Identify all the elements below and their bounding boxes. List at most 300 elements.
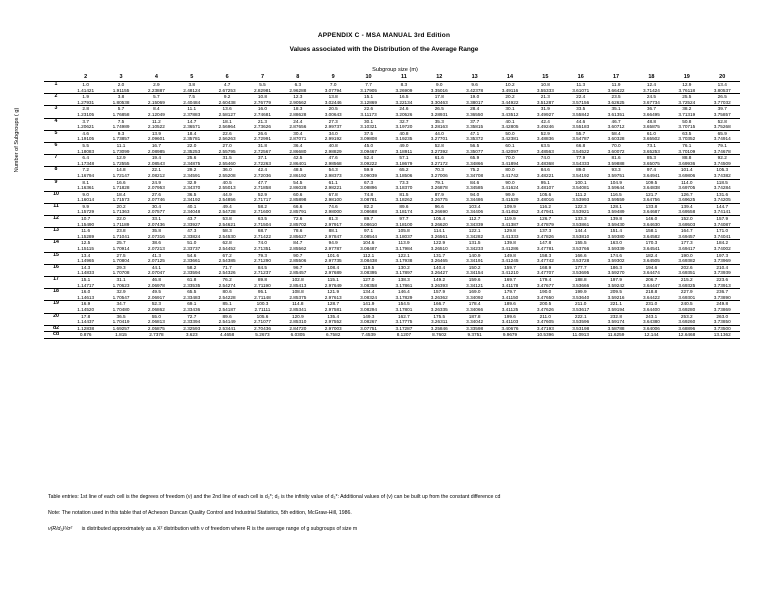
table-cell: 3.58788 (598, 325, 633, 332)
table-cell: 3.22134 (386, 100, 421, 106)
table-cell: 3.73890 (704, 295, 740, 301)
table-cell: 3.08267 (351, 319, 386, 325)
table-cell: 174.6 (610, 252, 622, 258)
row-label: 11 (53, 203, 59, 209)
row-label: 3 (54, 105, 58, 112)
table-cell: 171.0 (716, 228, 729, 234)
table-cell: 3.65075 (634, 161, 669, 167)
table-cell: 2.10522 (139, 124, 174, 130)
table-cell: 2.60438 (209, 100, 244, 106)
row-label: 14 (53, 239, 59, 246)
table-cell: 25.6 (187, 155, 197, 161)
range-distribution-table (44, 73, 740, 339)
table-cell: 2.58127 (209, 112, 244, 118)
table-cell: 36.5 (116, 313, 126, 319)
table-cell: 194.6 (645, 264, 658, 270)
row-label: 13 (53, 227, 59, 234)
table-cell: 3.34339 (457, 222, 492, 228)
table-cell: 158.3 (539, 252, 552, 258)
table-cell: 49.0 (399, 142, 409, 148)
table-cell: 11.1 (187, 106, 197, 112)
table-cell: 12.5 (81, 240, 91, 246)
table-cell: 3.69457 (669, 234, 704, 240)
table-cell: 6.7582 (316, 332, 351, 339)
table-cell: 3.70715 (669, 124, 704, 130)
header-subgroup-6: 6 (209, 73, 244, 82)
table-cell: 10.8 (540, 82, 550, 87)
table-cell: 71.7 (222, 264, 232, 270)
table-cell: 3.8 (117, 94, 125, 100)
table-cell: 2.71504 (245, 222, 280, 228)
table-cell: 3.10321 (351, 124, 386, 130)
table-cell: 101.4 (680, 167, 693, 173)
table-cell: 3.42097 (492, 149, 527, 155)
table-cell: 162.7 (398, 313, 410, 319)
table-cell: 1.18083 (68, 149, 103, 155)
table-cell: 2.55208 (209, 173, 244, 179)
table-cell: 131.5 (468, 240, 481, 246)
table-cell: 93.3 (611, 167, 621, 173)
table-cell: 2.74681 (245, 112, 280, 118)
table-cell: 3.27006 (422, 173, 457, 179)
table-cell: 1.70804 (103, 258, 138, 264)
table-cell: 3.26620 (422, 222, 457, 228)
table-cell: 3.49246 (528, 124, 563, 130)
table-cell: 12.144 (634, 332, 669, 339)
row-label: 12 (53, 215, 59, 222)
table-cell: 3.09039 (351, 173, 386, 179)
table-cell: 8.1207 (386, 332, 421, 339)
table-cell: 3.34585 (457, 185, 492, 191)
table-cell: 2.54452 (209, 246, 244, 252)
table-cell: 3.08358 (351, 283, 386, 289)
table-cell: 70.0 (505, 155, 515, 161)
table-cell: 1.73857 (103, 136, 138, 142)
table-cell: 150.2 (468, 264, 481, 270)
table-cell: 231.0 (645, 301, 658, 307)
table-cell: 104.6 (362, 240, 375, 246)
table-cell: 2.8 (82, 106, 89, 112)
table-cell: 3.47677 (528, 283, 563, 289)
table-cell: 3.17775 (386, 319, 421, 325)
table-cell: 3.70352 (669, 136, 704, 142)
table-cell: 2.07436 (139, 222, 174, 228)
table-cell: 4.4658 (209, 332, 244, 339)
table-cell: 2.33483 (174, 295, 209, 301)
table-cell: 1.15115 (68, 246, 103, 252)
table-cell: 11.6259 (598, 332, 633, 339)
table-cell: 102.8 (291, 277, 304, 282)
table-row (44, 332, 740, 339)
table-cell: 36.0 (222, 167, 232, 173)
table-cell: 60.1 (505, 142, 515, 148)
table-cell: 5.5 (259, 82, 266, 87)
table-cell: 40.8 (328, 142, 338, 148)
table-cell: 232.8 (610, 313, 622, 319)
table-cell: 20.2 (116, 203, 126, 209)
row-label: 15 (53, 252, 59, 258)
header-subgroup-13: 13 (457, 73, 492, 82)
table-cell: 3.34042 (457, 319, 492, 325)
table-cell: 44.0 (434, 130, 444, 136)
table-cell: 3.41624 (492, 185, 527, 191)
table-cell: 7.5 (117, 118, 125, 124)
table-cell: 3.47650 (528, 295, 563, 301)
table-cell: 3.74382 (704, 173, 740, 179)
table-cell: 5.7 (153, 94, 160, 100)
table-cell: 57.1 (399, 155, 409, 161)
table-cell: 3.08544 (351, 234, 386, 240)
table-cell: 80.0 (505, 167, 515, 173)
table-cell: 1.14717 (68, 283, 103, 289)
table-cell: 35.8 (151, 228, 161, 234)
table-cell: 2.54149 (209, 319, 244, 325)
table-cell: 3.69705 (669, 185, 704, 191)
table-cell: 37.7 (470, 118, 480, 124)
table-cell: 2.36571 (174, 124, 209, 130)
table-cell: 6.4 (82, 155, 89, 161)
table-cell: 61.0 (646, 130, 656, 136)
table-cell: 3.47605 (528, 319, 563, 325)
table-cell: 99.9 (505, 191, 515, 197)
table-cell: 2.09601 (139, 136, 174, 142)
table-entries-note: Table entries: 1st line of each cell is the degrees of freedom (ν) and the 2nd line of each cell is d₂*; d₂ is the infinity value of d₂*: Additional values of (ν) can be built up from the constant difference cd (48, 494, 501, 500)
distribution-note (48, 526, 357, 532)
table-cell: 147.8 (539, 240, 552, 246)
table-cell: 3.41286 (492, 246, 527, 252)
table-cell: 3.59489 (598, 209, 633, 215)
header-subgroup-12: 12 (422, 73, 457, 82)
table-cell: 1.70623 (103, 283, 138, 289)
table-cell: 2.97649 (316, 283, 351, 289)
header-subgroup-2: 2 (68, 73, 103, 82)
table-cell: 68.7 (257, 228, 268, 234)
table-cell: 2.97581 (316, 307, 351, 313)
table-cell: 3.41245 (492, 258, 527, 264)
table-cell: 12.3 (293, 94, 303, 100)
table-cell: 2.71717 (245, 197, 280, 203)
table-cell: 89.0 (576, 167, 586, 173)
table-cell: 1.15490 (68, 222, 103, 228)
table-cell: 202.6 (680, 264, 693, 270)
table-cell: 3.47781 (528, 246, 563, 252)
table-cell: 27.0 (222, 142, 232, 148)
table-cell: 2.7378 (139, 332, 174, 339)
table-cell: 3.07794 (316, 88, 351, 94)
table-cell: 3.64006 (634, 325, 669, 332)
table-cell: 3.34233 (457, 246, 492, 252)
table-cell: 131.7 (433, 252, 446, 258)
table-cell: 1.12838 (68, 325, 103, 332)
table-cell: 3.65253 (634, 149, 669, 155)
table-cell: 3.38017 (457, 100, 492, 106)
table-cell: 103.4 (468, 203, 481, 209)
table-cell: 54.3 (328, 167, 338, 173)
table-cell: 3.48368 (528, 161, 563, 167)
table-cell: 3.17905 (351, 88, 386, 94)
table-cell: 28.4 (470, 106, 480, 112)
table-cell: 69.1 (187, 301, 197, 307)
table-cell: 3.28931 (422, 112, 457, 118)
table-cell: 43.7 (187, 216, 197, 222)
table-cell: 74.6 (328, 203, 338, 209)
table-cell: 18.3 (293, 106, 303, 112)
table-cell: 1.72555 (103, 161, 138, 167)
table-cell: 3.54522 (563, 149, 598, 155)
table-cell: 3.18679 (386, 161, 421, 167)
row-label: 20 (53, 313, 59, 319)
table-cell: 3.17829 (386, 295, 421, 301)
table-cell: 2.85627 (280, 234, 315, 240)
table-cell: 3.48016 (528, 197, 563, 203)
table-cell: 2.32593 (174, 325, 209, 332)
table-cell: 54.5 (293, 179, 303, 185)
table-cell: 33.5 (576, 106, 586, 112)
header-subgroup-4: 4 (139, 73, 174, 82)
header-subgroup-5: 5 (174, 73, 209, 82)
table-cell: 30.1 (505, 106, 515, 112)
table-cell: 52.9 (540, 130, 550, 136)
table-cell: 1.0 (82, 82, 89, 87)
table-cell: 3.69936 (669, 161, 704, 167)
table-cell: 3.47879 (528, 222, 563, 228)
table-cell: 197.9 (610, 277, 622, 282)
table-cell: 3.18174 (386, 209, 421, 215)
table-cell: 22.4 (576, 94, 586, 100)
row-label: 2 (54, 93, 58, 100)
table-cell: 105.4 (433, 216, 446, 222)
table-cell: 236.7 (716, 289, 729, 295)
table-cell: 2.76779 (245, 100, 280, 106)
table-cell: 2.85562 (280, 246, 315, 252)
table-cell: 13.4 (81, 252, 91, 258)
table-cell: 3.59270 (598, 270, 633, 276)
table-cell: 158.1 (645, 228, 658, 234)
table-cell: 2.34192 (174, 197, 209, 203)
table-cell: 3.55183 (563, 124, 598, 130)
table-cell: 3.18911 (386, 149, 421, 155)
table-cell: 1.20621 (68, 124, 103, 130)
page-subtitle: Values associated with the Distribution of the Average Range (289, 46, 479, 53)
table-cell: 3.41150 (492, 295, 527, 301)
table-cell: 152.0 (680, 216, 693, 222)
table-cell: 2.71237 (245, 270, 280, 276)
table-cell: 1.70547 (103, 295, 138, 301)
table-cell: 11.1 (116, 142, 126, 148)
table-cell: 31.8 (257, 142, 268, 148)
table-cell: 1.14965 (68, 258, 103, 264)
table-cell: 74.0 (257, 240, 268, 246)
table-cell: 7.5 (188, 94, 196, 100)
table-cell: 84.7 (293, 240, 303, 246)
table-cell: 22.6 (363, 106, 374, 112)
table-cell: 1.14833 (68, 270, 103, 276)
table-cell: 2.34591 (174, 173, 209, 179)
header-subgroup-14: 14 (492, 73, 527, 82)
table-cell: 6.3 (294, 82, 302, 87)
table-cell: 9.9679 (492, 332, 527, 339)
table-cell: 2.87071 (280, 136, 315, 142)
table-cell: 76.2 (222, 277, 232, 282)
table-cell: 1.70480 (103, 307, 138, 313)
table-cell: 2.88628 (280, 112, 315, 118)
table-cell: 74.8 (363, 191, 374, 197)
table-cell: 3.41387 (492, 222, 527, 228)
table-cell: 96.6 (434, 203, 444, 209)
table-cell: 65.9 (717, 130, 727, 136)
table-cell: 3.12869 (351, 100, 386, 106)
table-cell: 16.5 (399, 94, 409, 100)
table-cell: 2.06978 (139, 283, 174, 289)
table-cell: 3.74284 (704, 185, 740, 191)
table-cell: 190.0 (539, 289, 552, 295)
table-cell: 42.5 (293, 155, 303, 161)
table-cell: 1.17348 (68, 161, 103, 167)
table-cell: 3.41452 (492, 209, 527, 215)
table-cell: 2.55460 (209, 161, 244, 167)
table-cell: 73.3 (399, 179, 409, 185)
table-cell: 3.08395 (351, 270, 386, 276)
table-cell: 3.18506 (386, 173, 421, 179)
table-cell: 46.7 (611, 118, 621, 124)
table-cell: 3.34121 (457, 283, 492, 289)
row-label: 4 (54, 118, 58, 124)
table-cell: 32.9 (187, 179, 197, 185)
table-cell: 3.67734 (634, 100, 669, 106)
row-label: 6 (54, 142, 58, 148)
table-cell: 3.623 (174, 332, 209, 339)
table-cell: 44.9 (222, 191, 232, 197)
table-cell: 3.30463 (422, 100, 457, 106)
table-cell: 166.7 (433, 301, 446, 307)
table-cell: 3.69280 (669, 307, 704, 313)
table-cell: 3.64400 (634, 307, 669, 313)
table-cell: 3.74678 (704, 149, 740, 155)
table-cell: 67.2 (222, 252, 232, 258)
table-cell: 1.71573 (103, 197, 138, 203)
table-cell: 95.1 (540, 179, 550, 185)
table-cell: 2.86680 (280, 149, 315, 155)
table-cell: 2.23887 (139, 88, 174, 94)
table-cell: 18.4 (116, 191, 126, 197)
table-cell: 2.48124 (174, 88, 209, 94)
table-cell: 2.54187 (209, 307, 244, 313)
row-label: 18 (53, 288, 59, 295)
table-cell: 2.97552 (316, 319, 351, 325)
table-cell: 2.98000 (316, 209, 351, 215)
table-cell: 3.65502 (634, 136, 669, 142)
row-label: 16 (53, 264, 59, 270)
table-cell: 3.57156 (563, 100, 598, 106)
header-subgroup-11: 11 (386, 73, 421, 82)
header-subgroup-20: 20 (704, 73, 740, 82)
table-cell: 1.73099 (103, 149, 138, 155)
table-cell: 2.72263 (245, 161, 280, 167)
table-cell: 59.9 (363, 167, 374, 173)
table-cell: 3.69558 (669, 209, 704, 215)
table-cell: 2.56263 (209, 136, 244, 142)
table-cell: 90.0 (505, 179, 515, 185)
table-cell: 3.54333 (563, 161, 598, 167)
table-cell: 13.6 (222, 106, 232, 112)
table-cell: 3.64941 (634, 173, 669, 179)
table-cell: 2.55795 (209, 149, 244, 155)
table-cell: 0.876 (68, 332, 103, 339)
table-cell: 3.26909 (386, 88, 421, 94)
table-cell: 149.3 (362, 313, 375, 319)
header-subgroup-8: 8 (280, 73, 315, 82)
table-cell: 3.69503 (669, 222, 704, 228)
table-cell: 3.74509 (704, 161, 740, 167)
table-cell: 2.97847 (316, 234, 351, 240)
table-cell: 2.56964 (209, 124, 244, 130)
table-cell: 3.53695 (563, 270, 598, 276)
table-cell: 94.0 (470, 191, 480, 197)
table-cell: 2.33661 (174, 258, 209, 264)
table-cell: 81.5 (399, 191, 409, 197)
table-cell: 26.5 (434, 106, 444, 112)
table-cell: 215.2 (680, 277, 693, 282)
table-cell: 3.7 (82, 118, 89, 124)
table-cell: 190.0 (680, 252, 693, 258)
row-label: 1 (54, 81, 58, 87)
table-cell: 2.07213 (139, 246, 174, 252)
table-cell: 3.73913 (704, 283, 740, 289)
table-cell: 3.47707 (528, 270, 563, 276)
table-cell: 119.5 (362, 264, 375, 270)
table-cell: 3.42805 (492, 124, 527, 130)
table-cell: 3.53810 (563, 234, 598, 240)
table-cell: 3.26465 (422, 258, 457, 264)
table-cell: 3.59242 (598, 283, 633, 289)
table-cell: 2.86401 (280, 161, 315, 167)
table-cell: 2.33535 (174, 283, 209, 289)
table-cell: 21.3 (257, 118, 268, 124)
table-cell: 88.8 (682, 155, 692, 161)
table-cell: 85.3 (646, 155, 656, 161)
header-corner (44, 73, 68, 82)
table-cell: 3.08688 (351, 209, 386, 215)
table-cell: 2.07125 (139, 258, 174, 264)
table-cell: 40.1 (505, 118, 515, 124)
table-cell: 3.64838 (634, 185, 669, 191)
table-cell: 66.6 (293, 203, 303, 209)
table-cell: 3.41742 (492, 173, 527, 179)
table-cell: 221.1 (610, 301, 622, 307)
table-cell: 10.7 (81, 216, 91, 222)
table-cell: 139.4 (680, 203, 693, 209)
table-cell: 3.62625 (598, 100, 633, 106)
table-cell: 3.66422 (598, 88, 633, 94)
table-cell: 2.99192 (316, 136, 351, 142)
table-cell: 81.6 (611, 155, 621, 161)
table-cell: 122.1 (398, 252, 410, 258)
table-cell: 2.54274 (209, 283, 244, 289)
table-cell: 2.07953 (139, 185, 174, 191)
table-cell: 115.1 (327, 277, 339, 282)
notation-note: Note: The notation used in this table that of Acheson Duncan Quality Control and Industrial Statistics, 5th edition, McGraw-Hill, 1986. (48, 510, 352, 516)
table-cell: 2.05875 (139, 325, 174, 332)
table-cell: 75.2 (470, 167, 480, 173)
page-title: APPENDIX C - MSA MANUAL 3rd Edition (317, 32, 451, 39)
table-cell: 85.1 (222, 301, 232, 307)
table-cell: 159.7 (504, 264, 516, 270)
table-cell: 1.16794 (68, 173, 103, 179)
table-cell: 4.6 (82, 130, 89, 136)
table-cell: 6.0305 (280, 332, 315, 339)
header-subgroup-18: 18 (634, 73, 669, 82)
table-cell: 12.6468 (669, 332, 704, 339)
